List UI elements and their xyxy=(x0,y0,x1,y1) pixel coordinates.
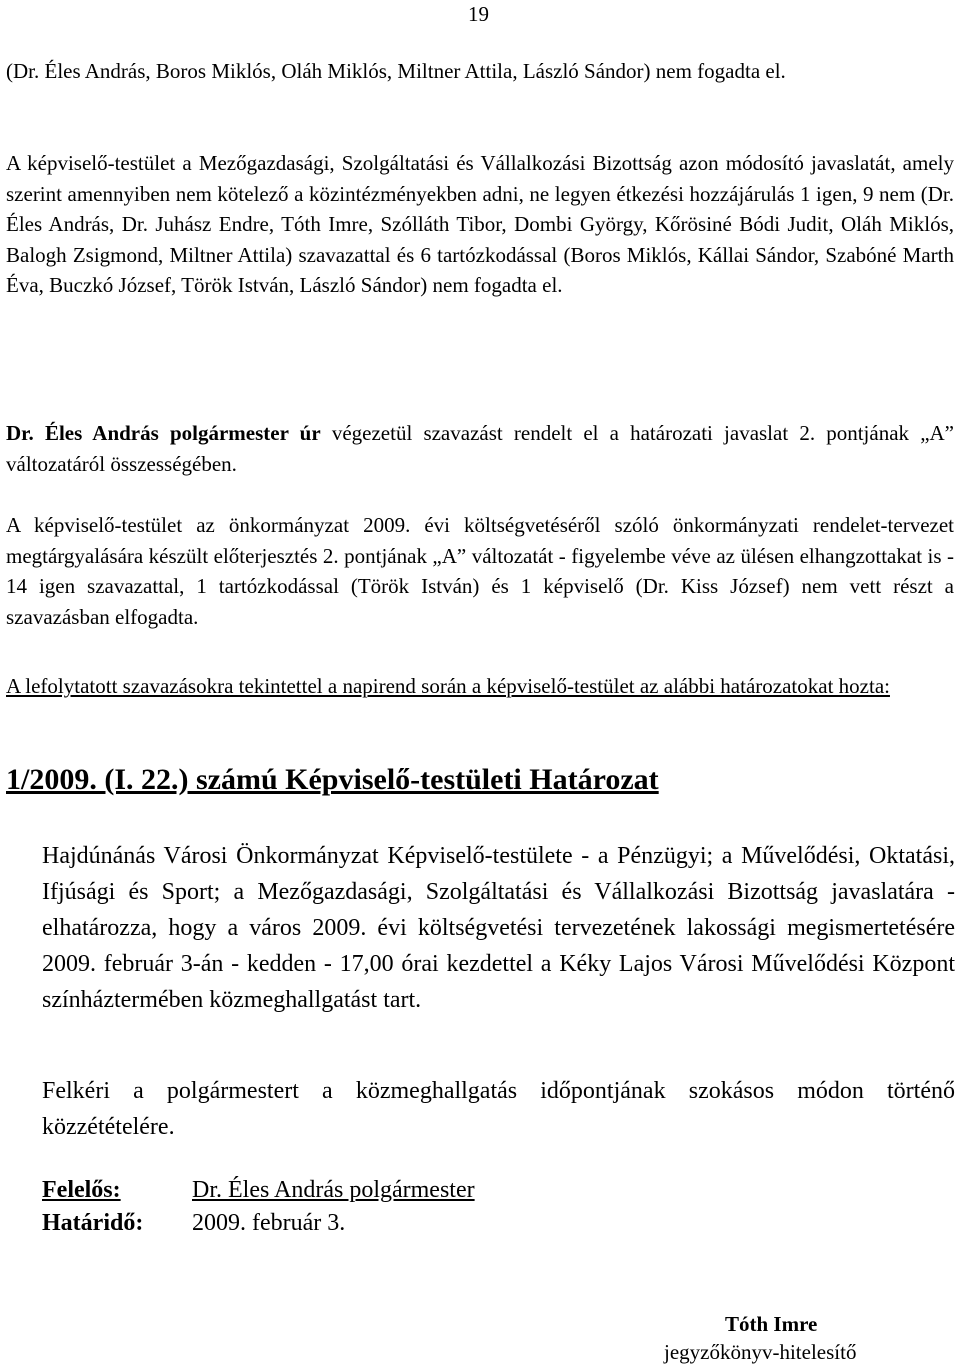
budget-adoption-paragraph: A képviselő-testület az önkormányzat 2009. évi költségvetéséről szóló önkormányzati rendelet-tervezet megtárgyalására készült előterjesztés 2. pontjának „A” változatát - figyelembe véve az ülésen elhangzottakat is - 14 igen szavazattal, 1 tartózkodással (Török István) és 1 képviselő (Dr. Kiss József) nem vett részt a szavazásban elfogadta. xyxy=(6,513,954,629)
final-vote-text: végezetül szavazást rendelt el a határozati javaslat 2. pontjának „A” változatáról összességében. xyxy=(6,421,954,476)
resolution-request: Felkéri a polgármestert a közmeghallgatás időpontjának szokásos módon történő közzétételére. xyxy=(42,1078,955,1140)
deadline-row xyxy=(42,1210,345,1237)
resolution-title: 1/2009. (I. 22.) számú Képviselő-testületi Határozat xyxy=(6,763,659,796)
responsible-label: Felelős: xyxy=(42,1177,121,1203)
page-number: 19 xyxy=(468,2,489,26)
vote-result-paragraph-1: (Dr. Éles András, Boros Miklós, Oláh Miklós, Miltner Attila, László Sándor) nem fogadta el. xyxy=(6,59,786,83)
resolution-body: Hajdúnánás Városi Önkormányzat Képviselő-testülete - a Pénzügyi; a Művelődési, Oktatási, Ifjúsági és Sport; a Mezőgazdasági, Szolgáltatási és Vállalkozási Bizottság javaslatára - elhatározza, hogy a város 2009. évi költségvetési tervezetének lakossági megismertetésére 2009. február 3-án - kedden - 17,00 órai kezdettel a Kéky Lajos Városi Művelődési Központ színháztermében közmeghallgatást tart. xyxy=(42,843,955,1013)
responsible-row xyxy=(42,1177,475,1204)
responsible-value: Dr. Éles András polgármester xyxy=(192,1177,475,1203)
vote-result-paragraph-2: A képviselő-testület a Mezőgazdasági, Szolgáltatási és Vállalkozási Bizottság azon módosító javaslatát, amely szerint amennyiben nem kötelező a közintézményekben adni, ne legyen étkezési hozzájárulás 1 igen, 9 nem (Dr. Éles András, Dr. Juhász Endre, Tóth Imre, Szólláth Tibor, Dombi György, Kőrösiné Bódi Judit, Oláh Miklós, Balogh Zsigmond, Miltner Attila) szavazattal és 6 tartózkodással (Boros Miklós, Kállai Sándor, Szabóné Marth Éva, Buczkó József, Török István, László Sándor) nem fogadta el. xyxy=(6,151,954,298)
signature-name: Tóth Imre xyxy=(725,1312,818,1336)
decisions-intro: A lefolytatott szavazásokra tekintettel a napirend során a képviselő-testület az alábbi határozatokat hozta: xyxy=(6,674,890,698)
mayor-name: Dr. Éles András polgármester úr xyxy=(6,421,321,445)
deadline-value: 2009. február 3. xyxy=(192,1210,346,1236)
signature-role: jegyzőkönyv-hitelesítő xyxy=(664,1340,857,1364)
deadline-label: Határidő: xyxy=(42,1210,144,1236)
final-vote-paragraph xyxy=(6,418,954,479)
